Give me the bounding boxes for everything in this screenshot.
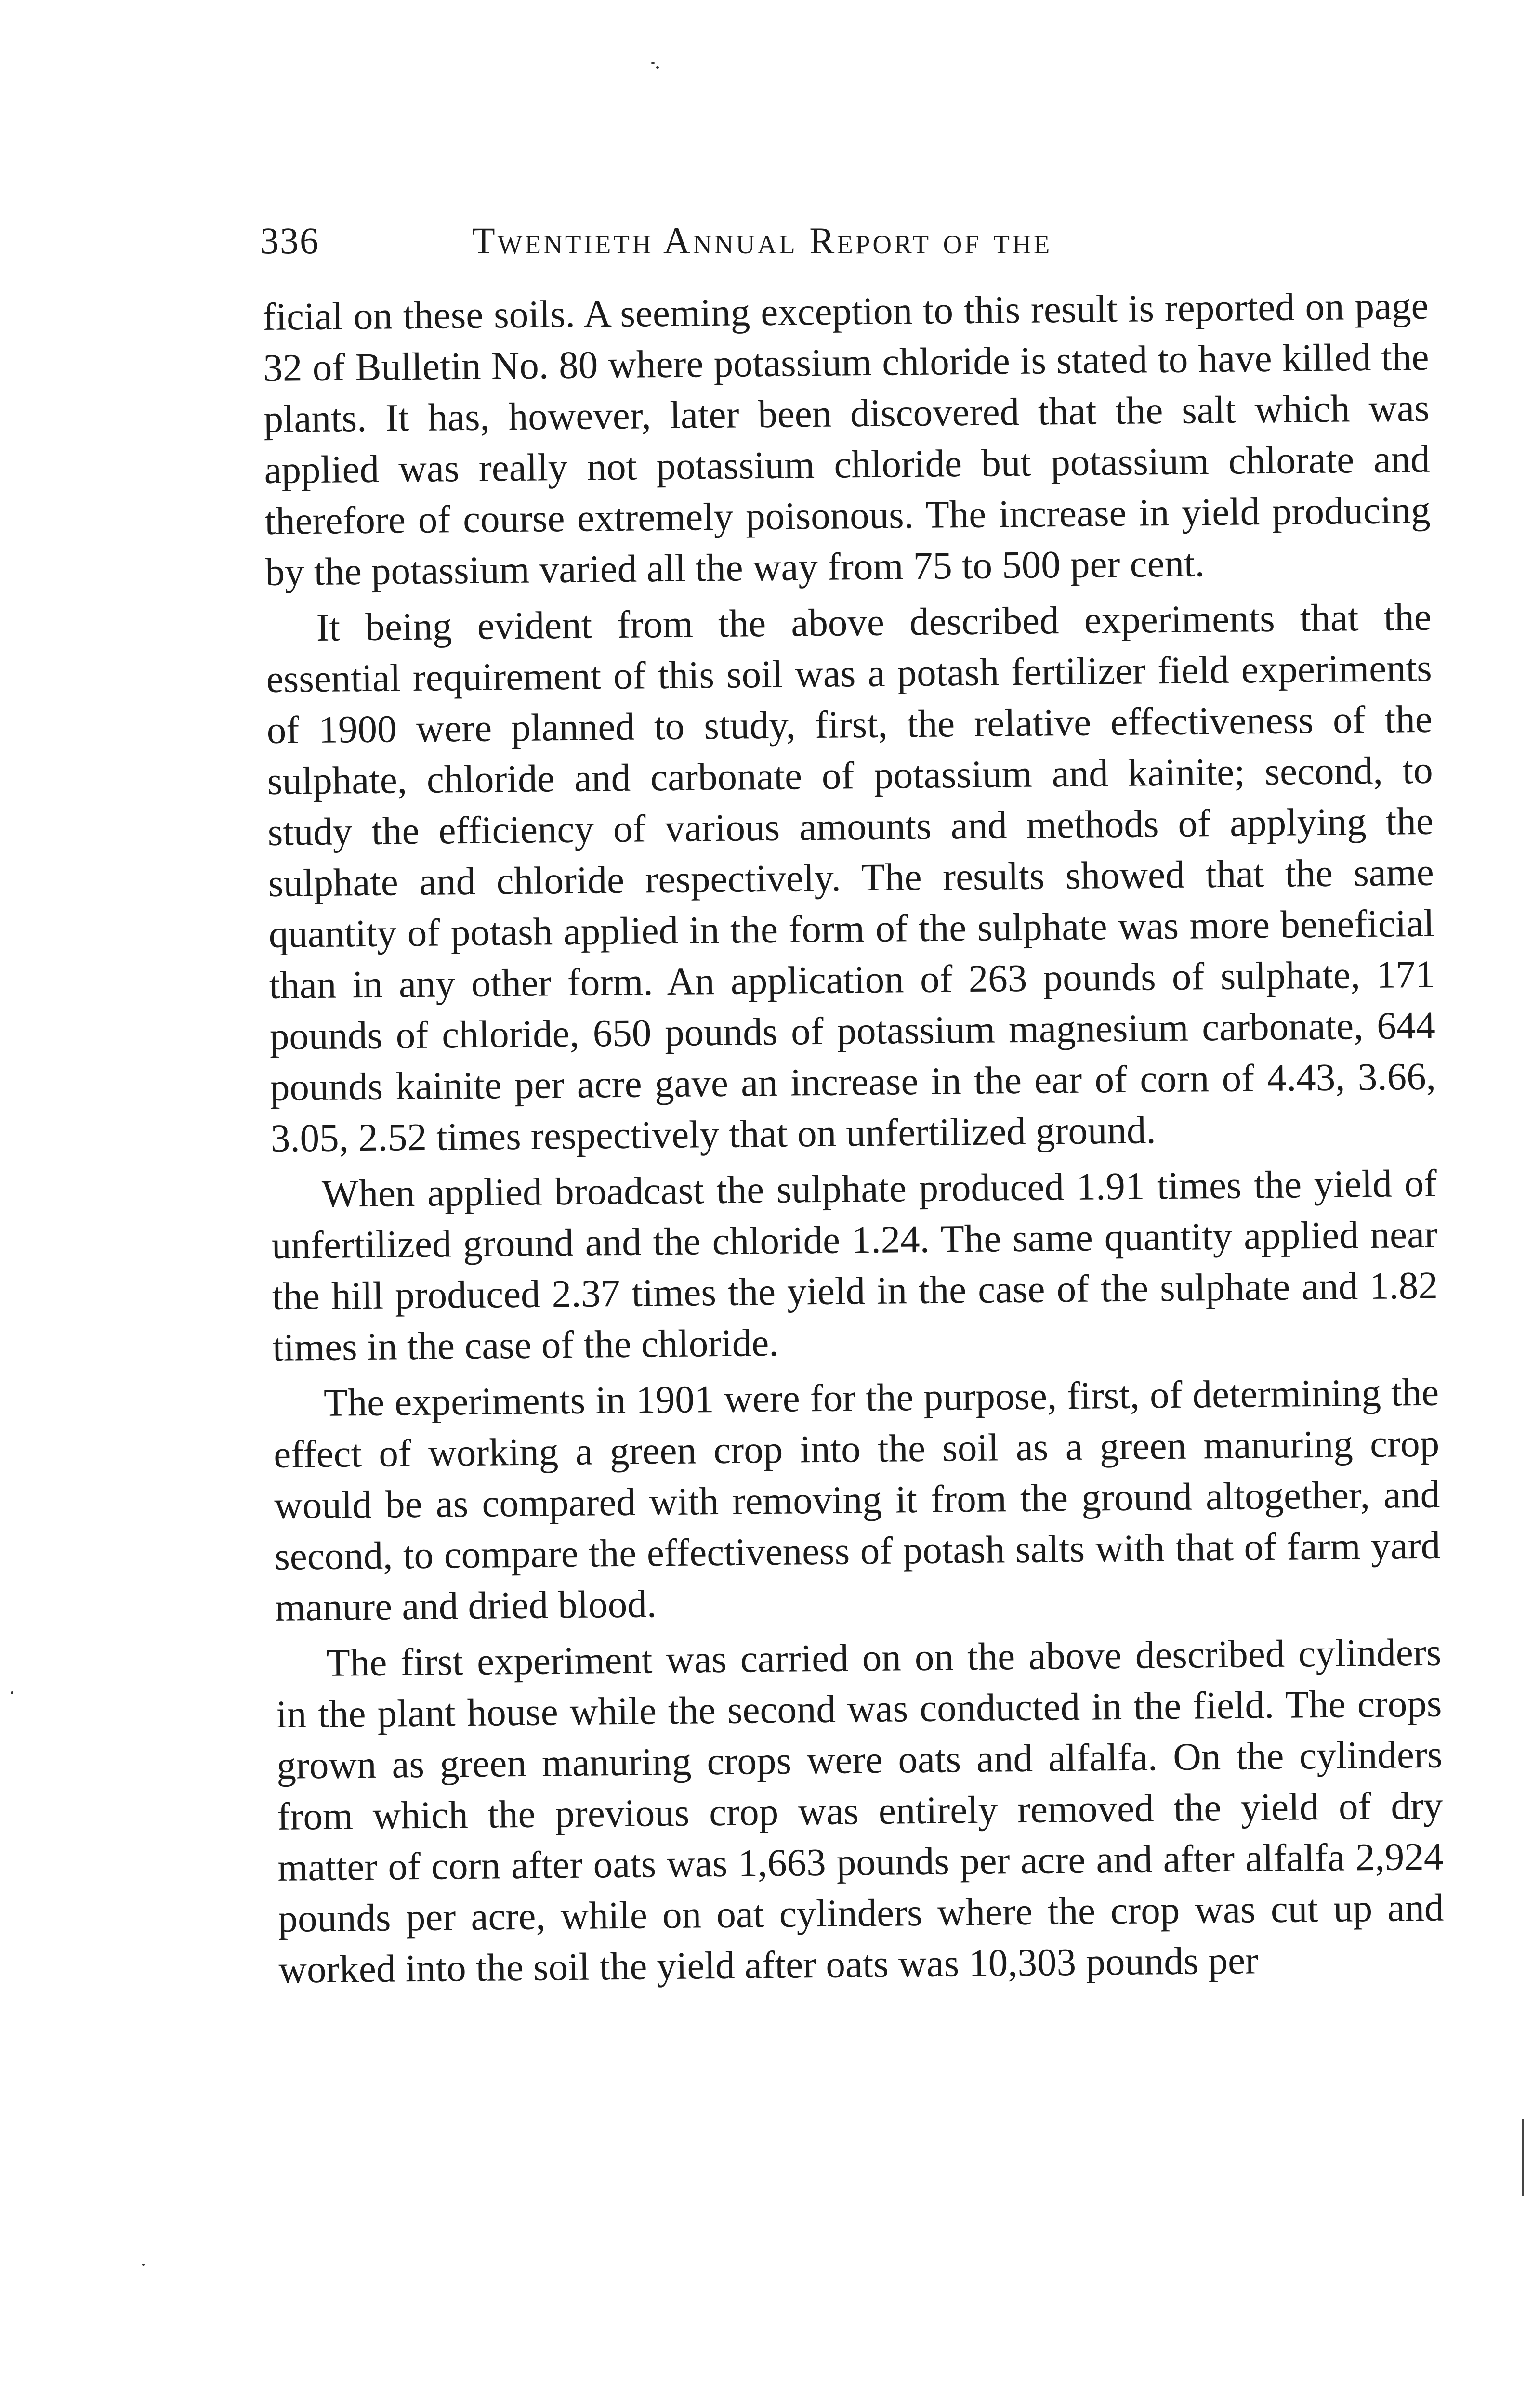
scan-speck: [142, 2264, 145, 2266]
paragraph-continuation: ficial on these soils. A seeming exception to this result is reported on page 32 of Bulletin No. 80 where potassium chloride is stated to have killed the plants. It has, however, later been discovered that the salt which was applied was really not potassium chloride but potassium chlorate and therefore of course extremely poisonous. The increase in yield producing by the potassium varied all the way from 75 to 500 per cent.: [263, 284, 1431, 594]
paragraph: The first experiment was carried on on the above described cylinders in the plant house while the second was conducted in the field. The crops grown as green manuring crops were oats and alfalfa. On the cylinders from which the previous crop was entirely removed the yield of dry matter of corn after oats was 1,663 pounds per acre and after alfalfa 2,924 pounds per acre, while on oat cylinders where the crop was cut up and worked into the soil the yield after oats was 10,303 pounds per: [276, 1630, 1444, 1991]
paragraph: It being evident from the above described experiments that the essential requirement of this soil was a potash fertilizer field experiments of 1900 were planned to study, first, the relative effectiveness of the sulphate, chloride and carbonate of potassium and kainite; second, to study the efficiency of various amounts and methods of applying the sulphate and chloride respectively. The results showed that the same quantity of potash applied in the form of the sulphate was more beneficial than in any other form. An application of 263 pounds of sulphate, 171 pounds of chloride, 650 pounds of potassium magnesium carbonate, 644 pounds kainite per acre gave an increase in the ear of corn of 4.43, 3.66, 3.05, 2.52 times respectively that on unfertilized ground.: [266, 595, 1436, 1160]
body-text: [263, 280, 1445, 2000]
paragraph: When applied broadcast the sulphate produced 1.91 times the yield of unfertilized ground and the chloride 1.24. The same quantity applied near the hill produced 2.37 times the yield in the case of the sulphate and 1.82 times in the case of the chloride.: [271, 1161, 1438, 1369]
running-head: Twentieth Annual Report of the: [472, 220, 1052, 262]
page-header: [260, 212, 1493, 270]
scan-edge-mark: [1522, 2119, 1524, 2196]
scan-speck: [656, 66, 659, 69]
scan-speck: [11, 1691, 13, 1694]
page-number: 336: [260, 220, 319, 262]
paragraph: The experiments in 1901 were for the purpose, first, of determining the effect of working a green crop into the soil as a green manuring crop would be as compared with removing it from the ground altogether, and second, to compare the effectiveness of potash salts with that of farm yard manure and dried blood.: [273, 1370, 1441, 1629]
scan-speck: [651, 62, 655, 64]
